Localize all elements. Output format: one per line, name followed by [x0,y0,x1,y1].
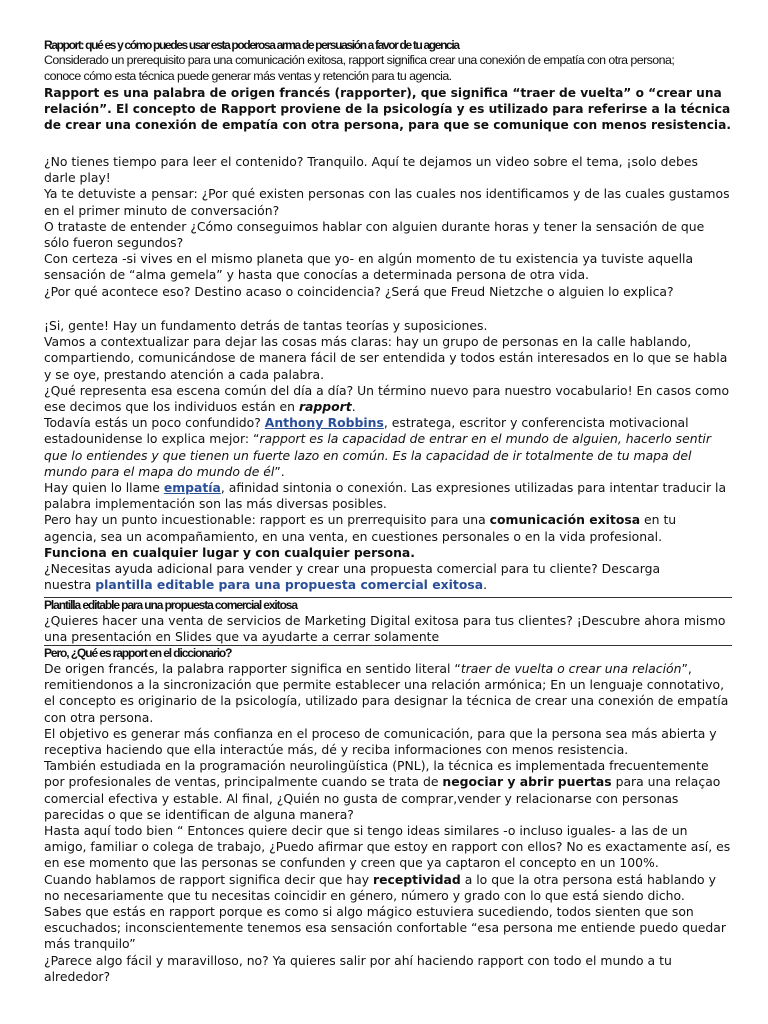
paragraph: ¿Por qué acontece eso? Destino acaso o coincidencia? ¿Será que Freud Nietzche o alguien lo explica? [44,283,674,299]
paragraph: De origen francés, la palabra rapporter significa en sentido literal “traer de vuelta o crear una relación”, remitiendonos a la sincronización que permite establecer una relación armónica; En un lenguaje connotativo, el concepto es originario de la psicología, utilizado para designar la técnica de crear una conexión de empatía con otra persona. [44,661,729,725]
paragraph: El objetivo es generar más confianza en el proceso de comunicación, para que la persona sea más abierta y receptiva haciendo que ella interactúe más, dé y reciba informaciones con menos resistencia. [44,725,717,758]
empatia-link[interactable]: empatía [163,480,221,496]
paragraph: Cuando hablamos de rapport significa decir que hay receptividad a lo que la otra persona está hablando y no necesariamente que tu necesitas coincidir en género, número y grado con lo que está siendo dicho. [44,871,716,903]
section-fundamento [44,318,732,593]
paragraph: Funciona en cualquier lugar y con cualquier persona. [44,544,415,560]
paragraph: Pero hay un punto incuestionable: rapport es un prerrequisito para una comunicación exitosa en tu agencia, sea un acompañamiento, en una venta, en cuestiones personales o en la vida profesional. [44,512,677,544]
paragraph: ¿Necesitas ayuda adicional para vender y crear una propuesta comercial para tu cliente? Descarga nuestra plantilla editable para una propuesta comercial exitosa. [44,561,661,593]
paragraph: Ya te detuviste a pensar: ¿Por qué existen personas con las cuales nos identificamos y de las cuales gustamos en el primer minuto de conversación? [44,186,730,218]
lead-paragraph: Rapport es una palabra de origen francés (rapporter), que significa “traer de vuelta” o “crear una relación”. El concepto de Rapport proviene de la psicología y es utilizado para referirse a la técnica de crear una conexión de empatía con otra persona, para que se comunique con menos resistencia. [44,86,731,133]
document-title: Rapport: qué es y cómo puedes usar esta poderosa arma de persuasión a favor de tu agencia [44,38,459,52]
intro-line-1: Considerado un prerequisito para una comunicación exitosa, rapport significa crear una conexión de empatía con otra persona; [44,53,675,67]
plantilla-link[interactable]: plantilla editable para una propuesta comercial exitosa [95,577,484,593]
paragraph: ¿Qué representa esa escena común del día a día? Un término nuevo para nuestro vocabulario! En casos como ese decimos que los individuos están en rapport. [44,382,730,415]
section-intro-questions [44,154,732,300]
paragraph: ¿No tienes tiempo para leer el contenido? Tranquilo. Aquí te dejamos un video sobre el tema, ¡solo debes darle play! [44,154,698,186]
emphasis-definition: traer de vuelta o crear una relación [460,661,682,676]
paragraph: Vamos a contextualizar para dejar las cosas más claras: hay un grupo de personas en la calle hablando, compartiendo, comunicándose de manera fácil de ser entendida y todos están interesados en lo que se habla y se oye, prestando atención a cada palabra. [44,334,728,382]
paragraph: Hay quien lo llame empatía, afinidad sintonia o conexión. Las expresiones utilizadas para intentar traducir la palabra implementación son las más diversas posibles. [44,480,727,512]
paragraph: Todavía estás un poco confundido? Anthony Robbins, estratega, escritor y conferencista motivacional estadounidense lo explica mejor: “rapport es la capacidad de entrar en el mundo de alguien, hacerlo sentir que lo entiendes y que tienen un fuerte lazo en común. Es la capacidad de ir totalmente de tu mapa del mundo para el mapa do mundo de él”. [44,415,711,479]
emphasis-rapport: rapport [298,399,352,415]
paragraph: O trataste de entender ¿Cómo conseguimos hablar con alguien durante horas y tener la sensación de que sólo fueron segundos? [44,218,705,251]
paragraph: Con certeza -si vives en el mismo planeta que yo- en algún momento de tu existencia ya tuviste aquella sensación de “alma gemela” y hasta que conocías a determinada persona de otra vida. [44,251,694,283]
emphasis-negociar: negociar y abrir puertas [442,774,612,790]
robbins-quote: rapport es la capacidad de entrar en el mundo de alguien, hacerlo sentir que lo entiendes y que tienen un fuerte lazo en común. Es la capacidad de ir totalmente de tu mapa del mundo para el mapa do mundo de él [44,431,711,479]
section-definicion [44,661,732,985]
plantilla-heading: Plantilla editable para una propuesta comercial exitosa [44,598,297,612]
paragraph: También estudiada en la programación neurolingüística (PNL), la técnica es implementada frecuentemente por profesionales de ventas, principalmente cuando se trata de negociar y abrir puertas para una relaçao comercial efectiva y estable. Al final, ¿Quién no gusta de comprar,vender y relacionarse con personas parecidas o que se identifican de alguna manera? [44,758,721,822]
emphasis-comunicacion: comunicación exitosa [489,512,641,528]
definicion-heading: Pero, ¿Qué es rapport en el diccionario? [44,646,232,660]
paragraph: Hasta aquí todo bien “ Entonces quiere decir que si tengo ideas similares -o incluso iguales- a las de un amigo, familiar o colega de trabajo, ¿Puedo afirmar que estoy en rapport con ellos? No es exactamente así, es en ese momento que las personas se confunden y creen que ya captaron el concepto en un 100%. [44,823,731,871]
anthony-robbins-link[interactable]: Anthony Robbins [264,415,384,431]
emphasis-receptividad: receptividad [373,871,461,887]
paragraph: ¿Parece algo fácil y maravilloso, no? Ya quieres salir por ahí haciendo rapport con todo el mundo a tu alrededor? [44,952,672,984]
paragraph: ¡Si, gente! Hay un fundamento detrás de tantas teorías y suposiciones. [44,318,488,333]
intro-line-2: conoce cómo esta técnica puede generar más ventas y retención para tu agencia. [44,68,452,83]
plantilla-paragraph: ¿Quieres hacer una venta de servicios de Marketing Digital exitosa para tus clientes? ¡Descubre ahora mismo una presentación en Slides que va ayudarte a cerrar solamente [44,613,726,645]
paragraph: Sabes que estás en rapport porque es como si algo mágico estuviera sucediendo, todos sienten que son escuchados; inconscientemente tenemos esa sensación confortable “esa persona me entiende puedo quedar más tranquilo” [44,904,726,952]
intro-paragraph [44,53,732,84]
